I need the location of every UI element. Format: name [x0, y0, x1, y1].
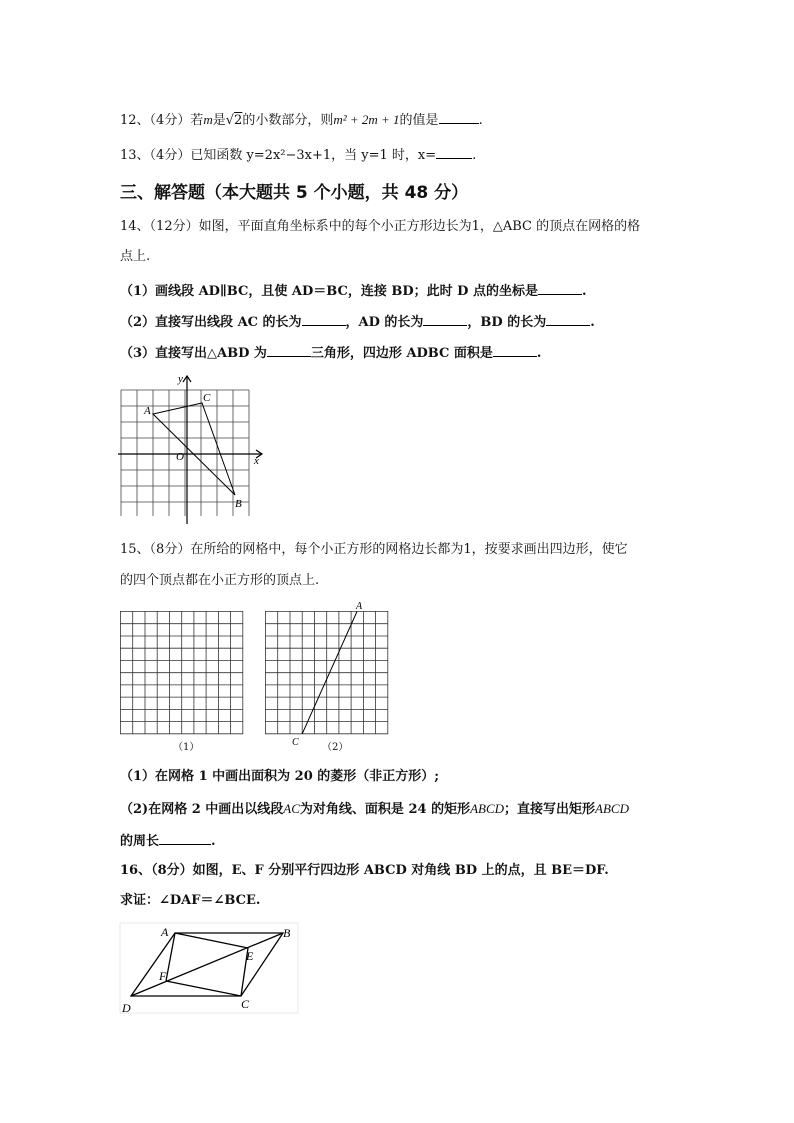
q15-p2-line2: 的周长: [120, 834, 160, 849]
q15-p2-abcd: ABCD: [470, 801, 505, 816]
q14-end: .: [536, 346, 542, 361]
q15-part1: （1）在网格 1 中画出面积为 20 的菱形（非正方形）;: [120, 769, 440, 784]
q14-end: .: [590, 315, 595, 330]
q15-p2-ac: AC: [283, 801, 300, 816]
q14-line1: 14、（12分）如图，平面直角坐标系中的每个小正方形边长为1，△ABC 的顶点在网格的格: [120, 219, 641, 234]
q14-p3-b: 三角形，四边形 ADBC 面积是: [310, 346, 493, 361]
q14-part2: [120, 312, 595, 332]
question-12: [120, 110, 483, 130]
point-label-b: B: [283, 926, 291, 940]
sqrt-symbol: √2: [225, 113, 243, 128]
point-label-c: C: [203, 392, 211, 404]
q12-expression: m² + 2m + 1: [333, 112, 400, 127]
sqrt-arg: 2: [234, 113, 243, 128]
diagonal-bd: [131, 933, 283, 996]
figure-frame: [120, 923, 298, 1013]
q12-suffix: 的值是: [399, 113, 439, 128]
q14-p2-a: （2）直接写出线段 AC 的长为: [120, 315, 302, 330]
q15-line2: 的四个顶点都在小正方形的顶点上.: [120, 573, 320, 588]
q14-part1: [120, 281, 587, 301]
axis-label-x: x: [254, 455, 259, 467]
q14-coordinate-figure: [118, 372, 268, 524]
q14-p1-text: （1）画线段 AD∥BC，且使 AD＝BC，连接 BD；此时 D 点的坐标是: [120, 284, 538, 299]
q15-p2-a: （2)在网格 2 中画出以线段: [120, 802, 284, 817]
grid-2-caption: （2）: [322, 742, 349, 753]
point-label-a: A: [161, 925, 169, 939]
point-label-c: C: [241, 997, 250, 1011]
point-label-e: E: [246, 949, 254, 963]
answer-blank[interactable]: [159, 831, 211, 845]
answer-blank[interactable]: [546, 312, 590, 326]
q13-text: 13、（4分）已知函数 y=2x²−3x+1，当 y=1 时，x=: [120, 148, 437, 163]
axis-label-y: y: [178, 373, 183, 385]
answer-blank[interactable]: [436, 145, 472, 159]
answer-blank[interactable]: [267, 343, 311, 357]
grid-1-caption: （1）: [173, 742, 200, 753]
q14-p2-c: ，BD 的长为: [467, 315, 547, 330]
q15-end: .: [211, 834, 216, 849]
q14-end: .: [581, 284, 587, 299]
q15-grid-1: [120, 611, 246, 737]
point-label-b: B: [235, 498, 242, 510]
q15-p2-c: ；直接写出矩形: [504, 802, 596, 817]
answer-blank[interactable]: [423, 312, 467, 326]
q15-part2-line2: [120, 831, 216, 851]
q14-part3: [120, 343, 541, 363]
q16-parallelogram-figure: [118, 922, 300, 1018]
point-label-d: D: [122, 1001, 131, 1015]
q12-is: 是: [212, 113, 226, 128]
answer-blank[interactable]: [439, 110, 479, 124]
grid-lines: [121, 390, 249, 516]
section-title: 三、解答题（本大题共 5 个小题，共 48 分）: [120, 183, 469, 203]
q15-labels: [250, 598, 420, 758]
segment-ae: [175, 933, 248, 948]
answer-blank[interactable]: [538, 281, 582, 295]
q16-line1: 16、（8分）如图，E、F 分别平行四边形 ABCD 对角线 BD 上的点，且 BE＝DF.: [120, 863, 609, 878]
q15-p2-abcd2: ABCD: [595, 801, 629, 816]
answer-blank[interactable]: [302, 312, 346, 326]
q16-line2: 求证：∠DAF＝∠BCE.: [120, 893, 261, 908]
segment-fc: [166, 981, 241, 996]
q14-p2-b: ，AD 的长为: [345, 315, 424, 330]
q15-part2: [120, 800, 629, 819]
answer-blank[interactable]: [493, 343, 537, 357]
q12-prefix: 12、（4分）若: [120, 113, 204, 128]
q12-var-m: m: [203, 112, 213, 127]
point-label-c: C: [292, 737, 299, 748]
q14-p3-a: （3）直接写出△ABD 为: [120, 346, 267, 361]
question-13: [120, 145, 476, 165]
q15-p2-b: 为对角线、面积是 24 的矩形: [299, 802, 471, 817]
origin-label: O: [176, 451, 184, 463]
q14-line2: 点上.: [120, 249, 151, 264]
point-label-f: F: [159, 969, 167, 983]
point-label-a: A: [144, 405, 151, 417]
q15-line1: 15、（8分）在所给的网格中，每个小正方形的网格边长都为1，按要求画出四边形，使它: [120, 542, 628, 557]
point-label-a: A: [356, 601, 363, 612]
q13-end: .: [472, 148, 477, 163]
q12-end: .: [478, 113, 483, 128]
q12-mid: 的小数部分，则: [242, 113, 334, 128]
triangle-abc: [153, 403, 235, 495]
